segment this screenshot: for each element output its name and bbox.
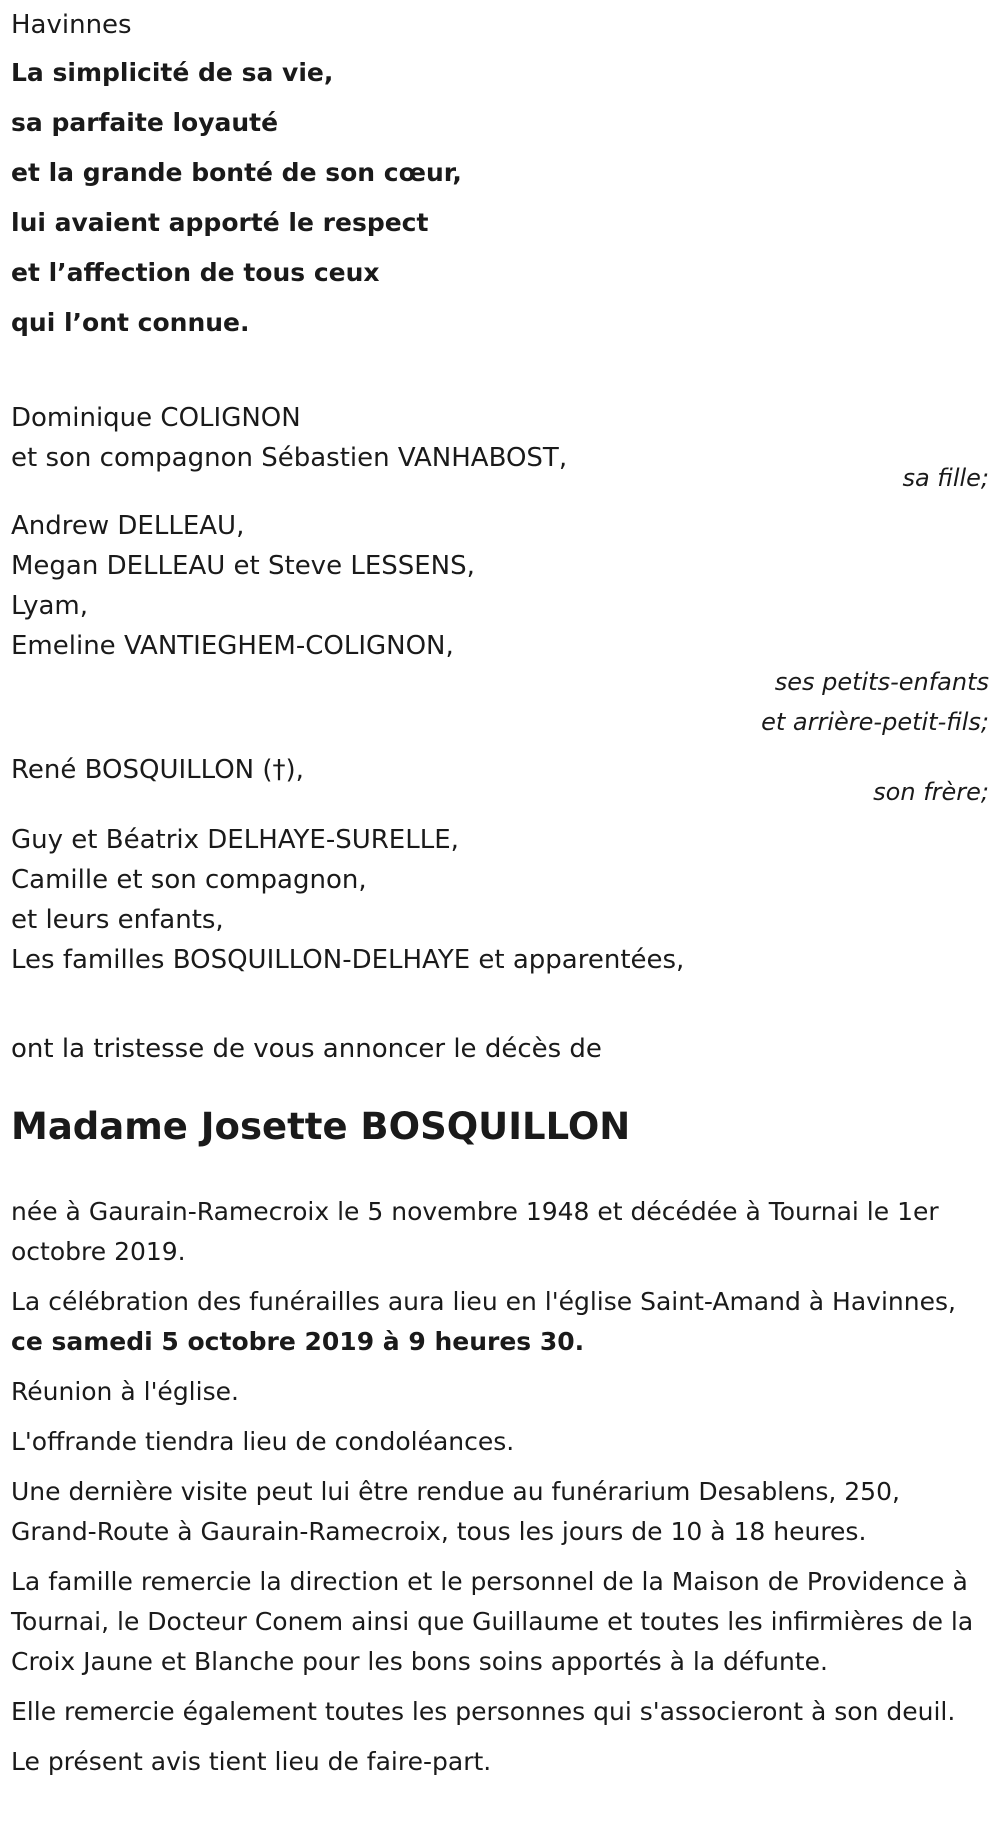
funeral-text: La célébration des funérailles aura lieu en l'église Saint-Amand à Havinnes,: [11, 1287, 956, 1316]
thanks-paragraph: La famille remercie la direction et le personnel de la Maison de Providence à Tournai, le Docteur Conem ainsi que Guillaume et toutes les infirmières de la Croix Jaune et Blanche pour les bons soins apportés à la défunte.: [11, 1567, 974, 1676]
poem-line: sa parfaite loyauté: [11, 108, 279, 137]
relation-label: ses petits-enfants: [774, 668, 989, 696]
relation-label: sa fille;: [902, 464, 989, 492]
funeral-date: ce samedi 5 octobre 2019 à 9 heures 30.: [11, 1327, 585, 1356]
notice-paragraph: Le présent avis tient lieu de faire-part.: [11, 1747, 492, 1776]
poem-line: La simplicité de sa vie,: [11, 58, 334, 87]
family-name-line: Camille et son compagnon,: [11, 865, 367, 895]
thanks-all-paragraph: Elle remercie également toutes les personnes qui s'associeront à son deuil.: [11, 1697, 956, 1726]
family-name-line: Les familles BOSQUILLON-DELHAYE et apparentées,: [11, 945, 685, 975]
poem-line: qui l’ont connue.: [11, 308, 250, 337]
poem-line: et la grande bonté de son cœur,: [11, 158, 462, 187]
family-name-line: Dominique COLIGNON: [11, 403, 301, 433]
deceased-name: Madame Josette BOSQUILLON: [11, 1105, 631, 1148]
family-name-line: et son compagnon Sébastien VANHABOST,: [11, 443, 568, 473]
family-group-grandchildren: [11, 506, 989, 742]
poem-line: et l’affection de tous ceux: [11, 258, 380, 287]
funeral-paragraph: [11, 1282, 989, 1362]
poem: [11, 58, 989, 338]
family-group-daughter: [11, 398, 989, 498]
offering-paragraph: L'offrande tiendra lieu de condoléances.: [11, 1427, 515, 1456]
family-name-line: René BOSQUILLON (†),: [11, 755, 304, 785]
visit-paragraph: Une dernière visite peut lui être rendue au funérarium Desablens, 250, Grand-Route à Gaurain-Ramecroix, tous les jours de 10 à 18 heures.: [11, 1477, 900, 1546]
poem-line: lui avaient apporté le respect: [11, 208, 429, 237]
family-name-line: Guy et Béatrix DELHAYE-SURELLE,: [11, 825, 459, 855]
family-name-line: Megan DELLEAU et Steve LESSENS,: [11, 551, 475, 581]
announcement-intro: ont la tristesse de vous annoncer le décès de: [11, 1034, 602, 1064]
family-group-brother: [11, 750, 989, 812]
family-name-line: Lyam,: [11, 591, 89, 621]
relation-label: son frère;: [873, 778, 989, 806]
location: Havinnes: [11, 10, 132, 40]
family-name-line: Andrew DELLEAU,: [11, 511, 245, 541]
birth-death-paragraph: née à Gaurain-Ramecroix le 5 novembre 1948 et décédée à Tournai le 1er octobre 2019.: [11, 1197, 939, 1266]
family-group-relatives: [11, 820, 989, 980]
family-name-line: Emeline VANTIEGHEM-COLIGNON,: [11, 631, 454, 661]
family-name-line: et leurs enfants,: [11, 905, 224, 935]
meeting-paragraph: Réunion à l'église.: [11, 1377, 239, 1406]
relation-label: et arrière-petit-fils;: [761, 708, 989, 736]
